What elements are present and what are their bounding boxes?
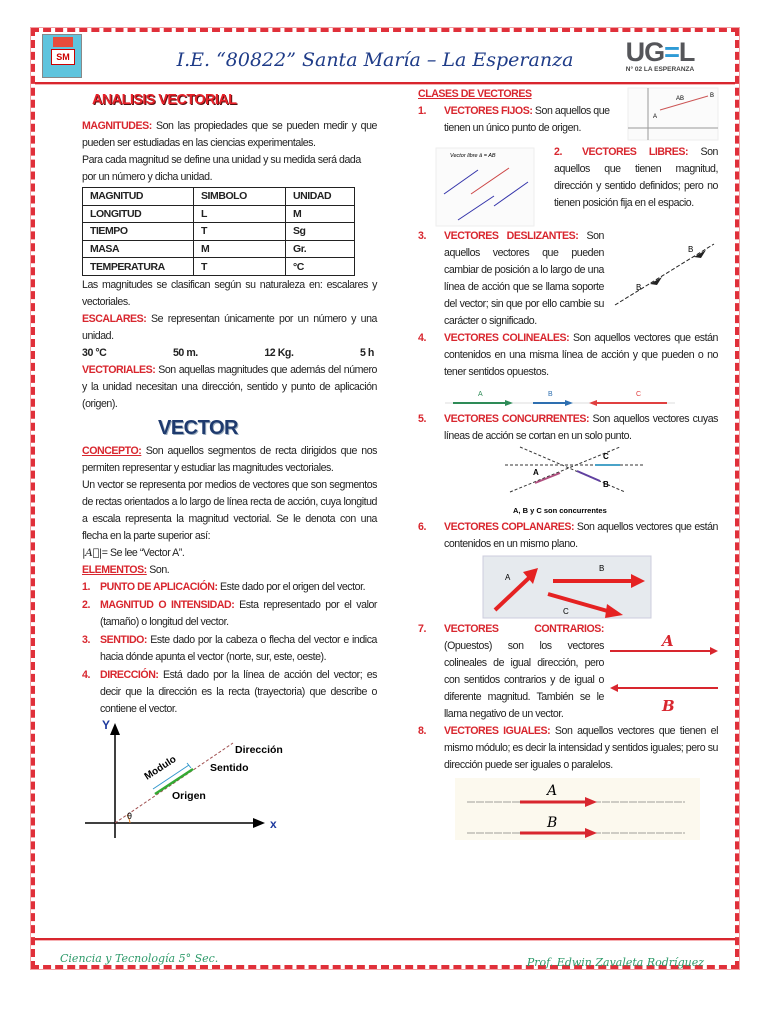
list-item-iguales: 8. VECTORES IGUALES: Son aquellos vectores que tienen el mismo módulo; es decir la intensidad y sentidos iguales; pero su dirección puede ser iguales o paralelos. xyxy=(418,725,719,771)
left-column xyxy=(82,90,377,838)
footer-teacher: Prof. Edwin Zavaleta Rodríguez xyxy=(526,956,704,969)
opposite-vectors-figure xyxy=(610,627,718,717)
table-row: TIEMPO T Sg xyxy=(83,223,355,241)
school-logo: SM xyxy=(42,34,82,78)
escalares-paragraph: ESCALARES: Se representan únicamente por un número y una unidad. xyxy=(82,312,377,342)
svg-text:Modulo: Modulo xyxy=(142,753,179,783)
svg-text:C: C xyxy=(563,607,569,616)
clasifican-paragraph: Las magnitudes se clasifican según su naturaleza en: escalares y vectoriales. xyxy=(82,278,377,308)
equal-vectors-figure xyxy=(455,778,700,840)
svg-text:Sentido: Sentido xyxy=(210,761,249,774)
svg-text:A: A xyxy=(478,391,483,398)
svg-text:AB: AB xyxy=(676,96,685,102)
representa-paragraph: Un vector se representa por medios de vectores que son segmentos de rectas orientados a lo largo de línea recta de acción, cuya longitud a escala representa la magnitud vectorial. Se le denota con una flecha en la parte superior así: xyxy=(82,478,377,542)
list-item-colineales: 4. VECTORES COLINEALES: Son aquellos vectores que están contenidos en una misma línea de acción y que pueden o no tener sentidos opuestos. xyxy=(418,332,718,378)
svg-text:A: A xyxy=(653,114,658,120)
svg-text:B: B xyxy=(603,480,609,489)
svg-text:Vector libre ā = AB: Vector libre ā = AB xyxy=(450,153,496,159)
coplanar-vectors-figure xyxy=(483,556,651,618)
svg-text:B: B xyxy=(710,93,715,99)
svg-text:B: B xyxy=(662,697,675,715)
list-item-concurrentes: 5. VECTORES CONCURRENTES: Son aquellos vectores cuyas líneas de acción se cortan en un solo punto. xyxy=(418,413,718,442)
concurrent-vectors-figure xyxy=(495,447,655,519)
elementos-heading: ELEMENTOS: Son. xyxy=(82,563,170,576)
vector-elements-diagram xyxy=(75,717,295,838)
list-item-deslizantes: B B 3. VECTORES DESLIZANTES: Son aquellos vectores que pueden cambiar de posición a lo largo de una línea de acción que se llama soporte del vector; sin que por ello cambie su carácter o significado. xyxy=(418,228,718,330)
elementos-list xyxy=(82,579,377,718)
escalares-examples: 30 °C 50 m. 12 Kg. 5 h xyxy=(82,346,374,359)
svg-text:Dirección: Dirección xyxy=(235,743,283,756)
svg-text:Y: Y xyxy=(102,717,111,732)
vectoriales-paragraph: VECTORIALES: Son aquellas magnitudes que además del número y la unidad necesitan una dirección, sentido y punto de aplicación (origen). xyxy=(82,363,377,410)
svg-text:A: A xyxy=(662,632,674,650)
svg-text:A: A xyxy=(547,783,558,799)
clases-title: CLASES DE VECTORES xyxy=(418,88,532,100)
header-divider xyxy=(35,82,735,85)
svg-text:B: B xyxy=(688,245,694,254)
svg-text:A: A xyxy=(533,468,539,477)
list-item-coplanares: 6. VECTORES COPLANARES: Son aquellos vectores que están contenidos en un mismo plano. xyxy=(418,521,718,550)
svg-text:x: x xyxy=(270,816,277,831)
svg-text:θ: θ xyxy=(127,810,133,821)
magnitudes-paragraph: MAGNITUDES: Son las propiedades que se pueden medir y que pueden ser estudiadas en las ciencias experimentales. xyxy=(82,120,377,149)
list-item: 3. SENTIDO: Este dado por la cabeza o flecha del vector e indica hacia dónde apunta el vector (norte, sur, este, oeste). xyxy=(82,633,377,663)
svg-text:B: B xyxy=(636,283,642,292)
svg-text:Origen: Origen xyxy=(172,789,206,802)
list-item: 2. MAGNITUD O INTENSIDAD: Esta representado por el valor (tamaño) o longitud del vector. xyxy=(82,598,377,628)
free-vectors-figure xyxy=(436,148,534,226)
school-title: I.E. “80822” Santa María – La Esperanza xyxy=(176,49,574,71)
ugel-logo: UG=L N° 02 LA ESPERANZA xyxy=(625,37,695,73)
table-row: TEMPERATURA T °C xyxy=(83,258,355,276)
collinear-vectors-figure xyxy=(445,383,675,409)
svg-text:B: B xyxy=(547,815,558,831)
table-row: MASA M Gr. xyxy=(83,240,355,258)
svg-text:C: C xyxy=(636,391,642,398)
section-title: ANALISIS VECTORIAL xyxy=(92,92,237,108)
sliding-vector-figure xyxy=(610,240,718,310)
table-header-row: MAGNITUD SIMBOLO UNIDAD xyxy=(83,188,355,206)
svg-text:C: C xyxy=(603,452,609,461)
list-item-contrarios: 7. VECTORES CONTRARIOS: (Opuestos) son los vectores colineales de igual dirección, pero con sentidos contrarios y de igual o diferente magnitud. También se le llama negativo de un vector. xyxy=(418,623,604,720)
unidad-paragraph: Para cada magnitud se define una unidad y su medida será dada por un número y dicha unidad. xyxy=(82,154,361,183)
right-column xyxy=(418,86,718,840)
list-item-libres: 2. VECTORES LIBRES: Son aquellos que tienen magnitud, dirección y sentido definidos; pero no tienen posición fija en el espacio. xyxy=(554,146,719,209)
notation-line: |A⃗|= Se lee “Vector A”. xyxy=(82,546,185,559)
svg-text:A, B y C son concurrentes: A, B y C son concurrentes xyxy=(513,506,607,515)
svg-text:B: B xyxy=(548,391,553,398)
footer-course: Ciencia y Tecnología 5° Sec. xyxy=(60,952,219,965)
table-row: LONGITUD L M xyxy=(83,205,355,223)
list-item-fijos: 1. VECTORES FIJOS: Son aquellos que tienen un único punto de origen. xyxy=(418,105,610,134)
contrarios-row xyxy=(418,621,718,723)
footer-divider xyxy=(35,938,735,941)
vector-title: VECTOR xyxy=(158,416,238,439)
list-item: 1. PUNTO DE APLICACIÓN: Este dado por el origen del vector. xyxy=(82,580,366,593)
magnitudes-table xyxy=(82,187,355,276)
svg-text:A: A xyxy=(505,573,511,582)
svg-text:B: B xyxy=(599,564,605,573)
list-item: 4. DIRECCIÓN: Está dado por la línea de acción del vector; es decir que la dirección es la recta (trayectoria) que describe o contiene el vector. xyxy=(82,668,377,715)
concepto-paragraph: CONCEPTO: Son aquellos segmentos de recta dirigidos que nos permiten representar y estudiar las magnitudes vectoriales. xyxy=(82,444,377,474)
